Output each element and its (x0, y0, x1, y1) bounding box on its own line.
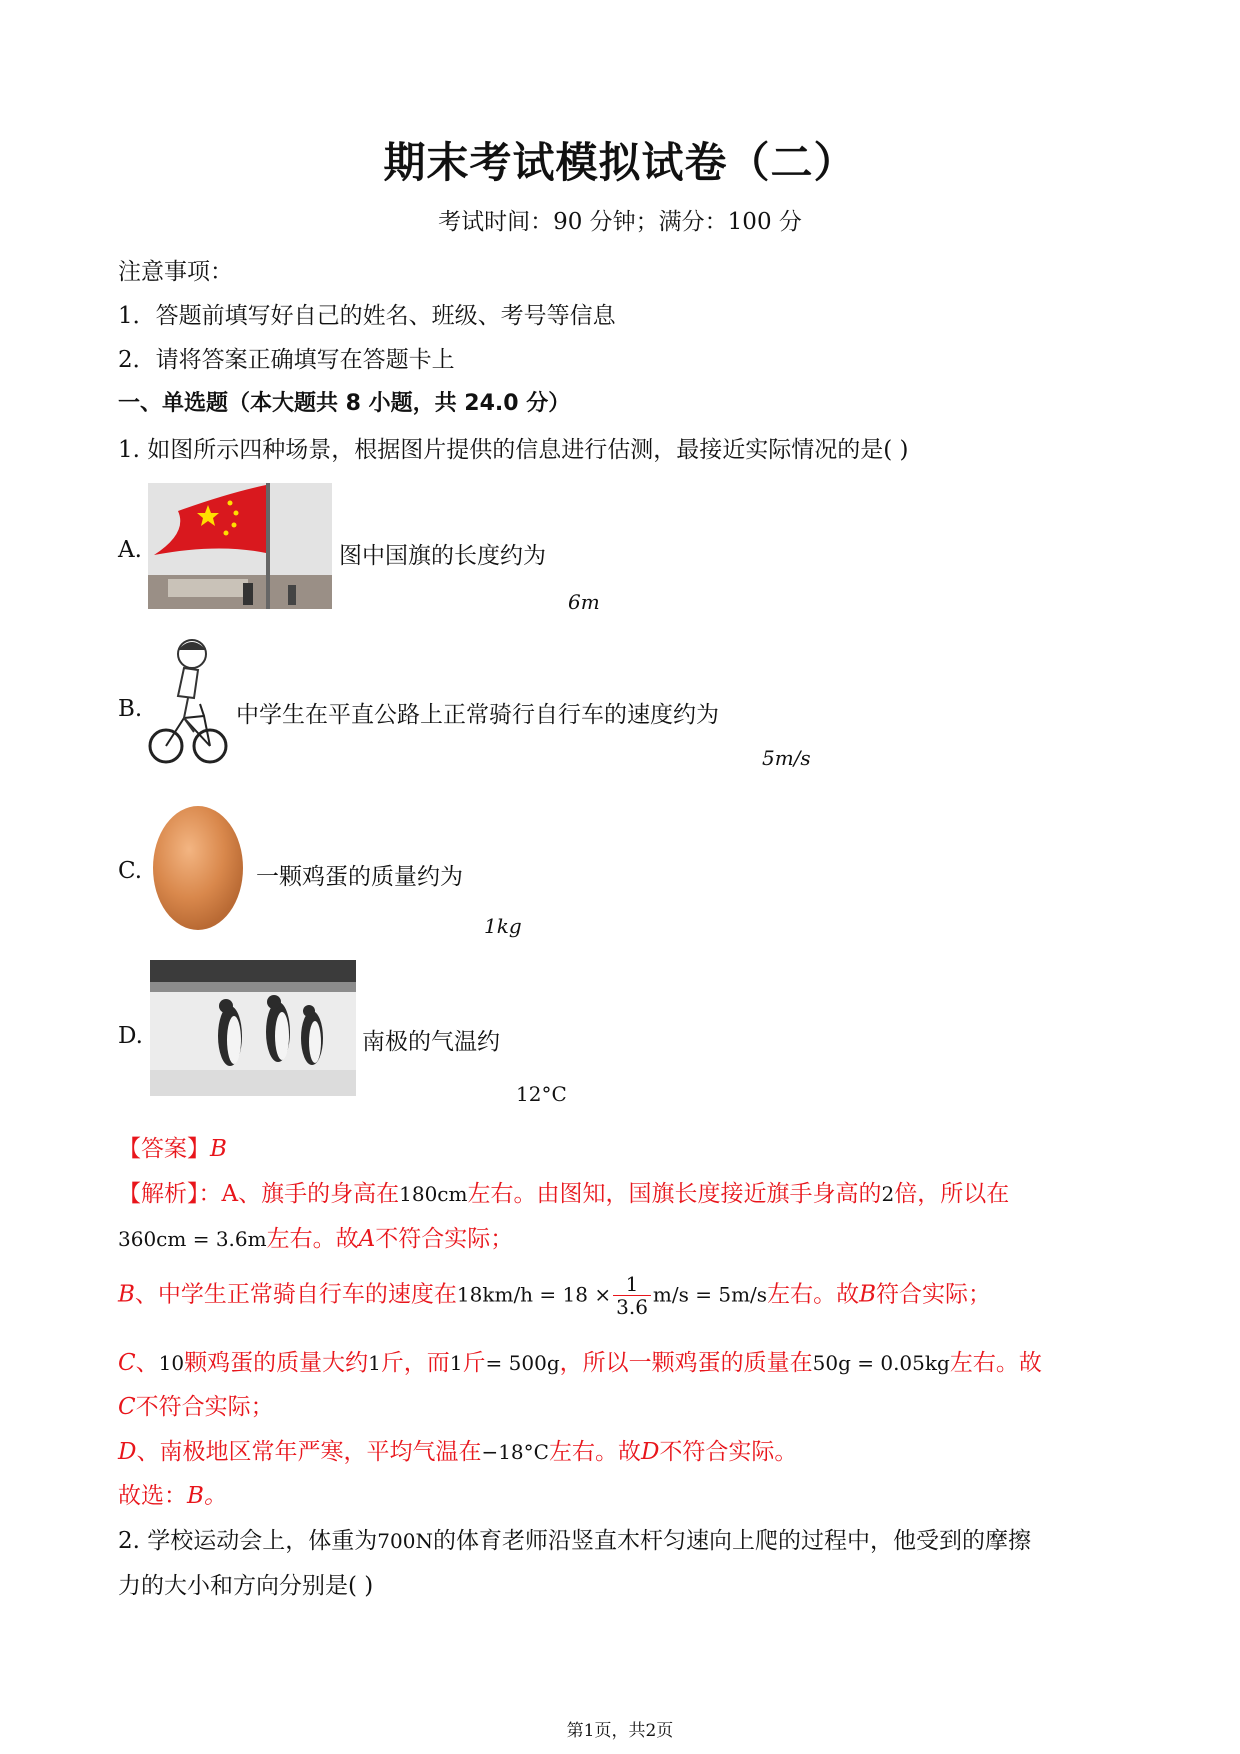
analysis-line-1 (118, 1175, 1009, 1208)
option-a-value: 6m (568, 590, 600, 614)
analysis-a-text-4: 左右。故 (266, 1226, 359, 1252)
analysis-a-text-3: 倍，所以在 (894, 1181, 1010, 1207)
question-2-math: 700N (377, 1529, 433, 1553)
analysis-c-text-1: 、 (135, 1350, 159, 1376)
notice-heading: 注意事项： (118, 259, 233, 285)
analysis-c-math-3: 1 (449, 1351, 463, 1375)
option-a-text: 图中国旗的长度约为 (339, 543, 546, 569)
analysis-b-letter-2: B (859, 1281, 876, 1308)
analysis-d-text-2: 左右。故 (548, 1439, 641, 1465)
analysis-c-text-5: ，所以一颗鸡蛋的质量在 (559, 1350, 813, 1376)
analysis-d-text-1: 、南极地区常年严寒，平均气温在 (136, 1439, 482, 1465)
fraction-denominator: 3.6 (616, 1295, 648, 1319)
analysis-a-math-3: 360cm = 3.6m (118, 1227, 267, 1251)
analysis-d-math-1: −18°C (481, 1440, 549, 1464)
section-heading: 一、单选题（本大题共 8 小题，共 24.0 分） (118, 391, 571, 416)
question-2-text-2: 的体育老师沿竖直木杆匀速向上爬的过程中，他受到的摩擦 (432, 1528, 1031, 1554)
option-a-letter: A. (118, 537, 142, 563)
analysis-b-letter: B (118, 1281, 135, 1308)
analysis-c-text-3: 斤，而 (380, 1350, 450, 1376)
option-c-letter: C. (118, 858, 143, 884)
analysis-line-5 (118, 1388, 274, 1421)
answer-value: B (210, 1136, 227, 1162)
analysis-a-math-2: 2 (881, 1182, 895, 1206)
question-1-stem: 1. 如图所示四种场景，根据图片提供的信息进行估测，最接近实际情况的是( ) (118, 437, 909, 463)
bicycle-photo (148, 636, 228, 770)
option-c-text: 一颗鸡蛋的质量约为 (256, 864, 463, 890)
analysis-c-text-4: 斤 (462, 1350, 486, 1376)
exam-info: 考试时间：90 分钟；满分：100 分 (438, 209, 802, 235)
fraction-numerator: 1 (613, 1273, 651, 1296)
egg-photo (148, 800, 248, 934)
analysis-d-letter-2: D (640, 1439, 660, 1465)
option-b-text: 中学生在平直公路上正常骑行自行车的速度约为 (236, 702, 719, 728)
question-2-line-1 (118, 1522, 1031, 1555)
analysis-a-text-5: 不符合实际； (375, 1226, 514, 1252)
egg-image (148, 800, 248, 934)
analysis-b-text-1: 、中学生正常骑自行车的速度在 (134, 1281, 457, 1308)
analysis-c-text-6: 左右。故 (949, 1350, 1042, 1376)
analysis-c-math-5: 50g = 0.05kg (812, 1351, 950, 1375)
answer-line (118, 1130, 227, 1163)
option-c-value: 1kg (484, 914, 522, 938)
analysis-a-text-1: ：A、旗手的身高在 (198, 1181, 400, 1207)
page-footer: 第1页，共2页 (566, 1721, 674, 1741)
analysis-b-text-3: 符合实际； (875, 1281, 991, 1308)
question-2-text-1: 2. 学校运动会上，体重为 (118, 1528, 378, 1554)
option-d-letter: D. (118, 1023, 143, 1049)
analysis-d-letter: D (118, 1439, 137, 1465)
analysis-a-math-1: 180cm (399, 1182, 468, 1206)
option-b-value: 5m/s (762, 746, 811, 770)
bicycle-image (148, 636, 228, 770)
analysis-b-math-2: m/s = 5m/s (652, 1282, 768, 1307)
question-2-line-2: 力的大小和方向分别是( ) (118, 1573, 374, 1599)
notice-item-2: 2．请将答案正确填写在答题卡上 (118, 347, 455, 373)
final-choice-value: B。 (187, 1483, 227, 1509)
option-d-value: 12°C (516, 1082, 567, 1106)
analysis-b-math-1: 18km/h = 18 × (456, 1282, 612, 1307)
answer-label: 【答案】 (118, 1136, 210, 1162)
analysis-c-text-2: 颗鸡蛋的质量大约 (184, 1350, 369, 1376)
final-choice (118, 1477, 227, 1510)
analysis-c-letter: C (118, 1350, 136, 1376)
flag-image (148, 483, 332, 609)
analysis-line-6 (118, 1433, 797, 1466)
analysis-b-text-2: 左右。故 (767, 1281, 860, 1308)
penguin-photo (150, 960, 356, 1096)
final-choice-label: 故选： (118, 1483, 187, 1509)
analysis-a-letter: A (358, 1226, 376, 1252)
analysis-b-fraction (613, 1273, 651, 1318)
analysis-label: 【解析】 (118, 1181, 199, 1207)
penguin-image (150, 960, 356, 1096)
analysis-c-letter-2: C (118, 1394, 136, 1420)
page-title: 期末考试模拟试卷（二） (383, 138, 857, 187)
option-b-letter: B. (118, 696, 143, 722)
analysis-c-math-2: 1 (368, 1351, 381, 1375)
analysis-d-text-3: 不符合实际。 (659, 1439, 798, 1465)
flag-photo (148, 483, 332, 609)
analysis-c-math-4: = 500g (485, 1351, 560, 1375)
analysis-line-3 (118, 1273, 991, 1318)
option-d-text: 南极的气温约 (362, 1029, 500, 1055)
analysis-c-text-7: 不符合实际； (135, 1394, 274, 1420)
analysis-line-4 (118, 1344, 1042, 1377)
notice-item-1: 1．答题前填写好自己的姓名、班级、考号等信息 (118, 303, 616, 329)
analysis-a-text-2: 左右。由图知，国旗长度接近旗手身高的 (467, 1181, 882, 1207)
analysis-line-2 (118, 1220, 513, 1253)
analysis-c-math-1: 10 (158, 1351, 185, 1375)
